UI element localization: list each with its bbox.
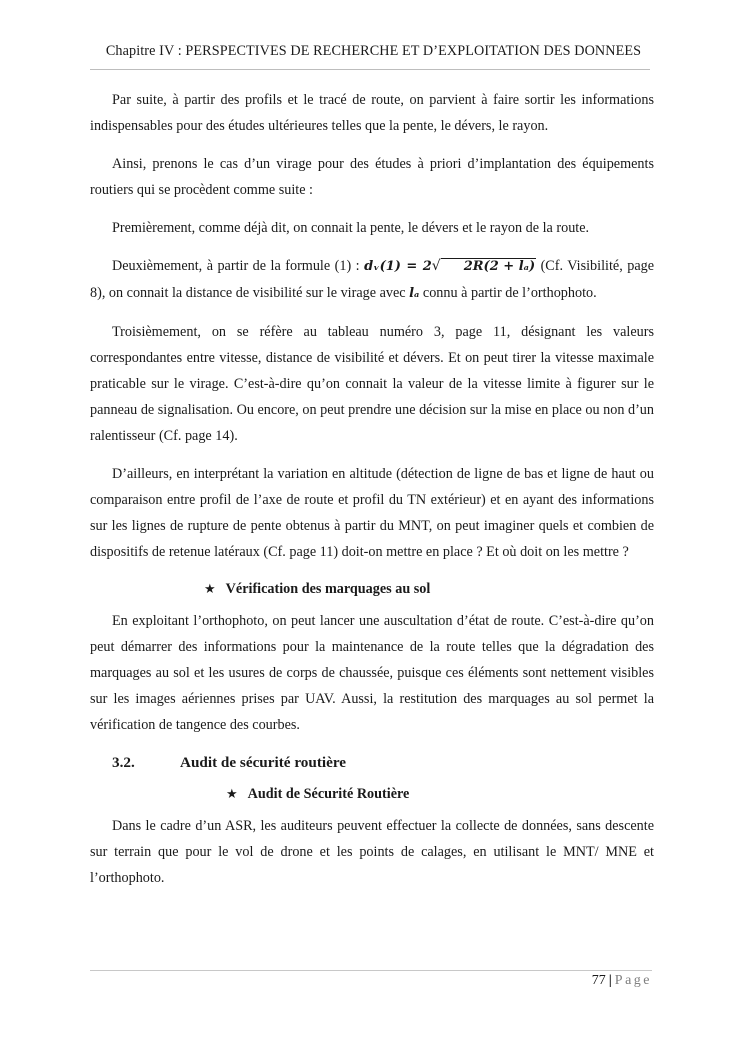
radical-sign: √ xyxy=(431,258,441,274)
header-divider xyxy=(90,69,650,70)
star-bullet-icon: ★ xyxy=(226,787,238,802)
paragraph-second xyxy=(90,253,654,307)
paragraph-first: Premièrement, comme déjà dit, on connait la pente, le dévers et le rayon de la route. xyxy=(112,220,590,236)
paragraph-altitude: D’ailleurs, en interprétant la variation en altitude (détection de ligne de bas et ligne de haut ou comparaison entre profil de l’axe de route et profil du TN extérieur) et en ayant des informations sur les lignes de rupture de pente obtenus à partir du MNT, on peut imaginer quels et combien de dispositifs de retenue latéraux (Cf. page 11) doit-on mettre en place ? Et où doit on les mettre ? xyxy=(90,466,654,560)
footer-separator: | xyxy=(608,973,612,988)
paragraph-third: Troisièmement, on se réfère au tableau numéro 3, page 11, désignant les valeurs correspondantes entre vitesse, distance de visibilité et dévers. Et on peut tirer la vitesse maximale praticable sur le virage. C’est-à-dire qu’on connait la valeur de la vitesse limite à figurer sur le panneau de signalisation. Ou encore, on peut prendre une décision sur la mise en place ou non d’un ralentisseur (Cf. page 14). xyxy=(90,324,654,444)
paragraph-second-text-c: connu à partir de l’orthophoto. xyxy=(419,285,597,301)
paragraph-second-text-a: Deuxièmement, à partir de la formule (1) : xyxy=(112,258,365,274)
page-body xyxy=(90,87,654,903)
page-number: 77 xyxy=(591,973,606,988)
subheading-audit xyxy=(90,782,654,807)
section-title: Audit de sécurité routière xyxy=(180,754,347,771)
chapter-header: Chapitre IV : PERSPECTIVES DE RECHERCHE ET D’EXPLOITATION DES DONNEES xyxy=(105,43,642,59)
paragraph-profiles: Par suite, à partir des profils et le tracé de route, on parvient à faire sortir les informations indispensables pour des études ultérieures telles que la pente, le dévers, le rayon. xyxy=(90,92,654,134)
star-bullet-icon: ★ xyxy=(204,582,216,597)
formula-lhs: dᵥ(1) = 2 xyxy=(364,259,432,274)
paragraph-orthophoto: En exploitant l’orthophoto, on peut lancer une auscultation d’état de route. C’est-à-dire qu’on peut démarrer des informations pour la maintenance de la route telles que la dégradation des marquages au sol et les usures de corps de chaussée, puisque ces éléments sont nettement visibles sur les images aériennes prises par UAV. Aussi, la restitution des marquages au sol permet la vérification de tangence des courbes. xyxy=(90,613,654,733)
section-heading xyxy=(90,750,654,776)
subheading-marquages-text: Vérification des marquages au sol xyxy=(225,581,431,597)
page-label: Page xyxy=(614,973,652,988)
subheading-marquages xyxy=(90,577,654,602)
page-footer xyxy=(592,973,652,989)
footer-divider xyxy=(90,970,652,971)
section-number: 3.2. xyxy=(112,754,135,771)
subheading-audit-text: Audit de Sécurité Routière xyxy=(247,786,410,802)
formula-variable: lₐ xyxy=(409,286,420,301)
paragraph-second-text-b: (Cf. Visibilité, page 8), on connait la distance de visibilité sur le virage avec xyxy=(90,258,655,301)
formula-radicand: 2R(2 + lₐ) xyxy=(441,258,536,275)
paragraph-virage: Ainsi, prenons le cas d’un virage pour des études à priori d’implantation des équipements routiers qui se procèdent comme suite : xyxy=(90,156,654,198)
visibility-formula xyxy=(364,259,536,274)
paragraph-asr: Dans le cadre d’un ASR, les auditeurs peuvent effectuer la collecte de données, sans descente sur terrain que pour le vol de drone et les points de calages, en utilisant le MNT/ MNE et l’orthophoto. xyxy=(90,818,654,886)
